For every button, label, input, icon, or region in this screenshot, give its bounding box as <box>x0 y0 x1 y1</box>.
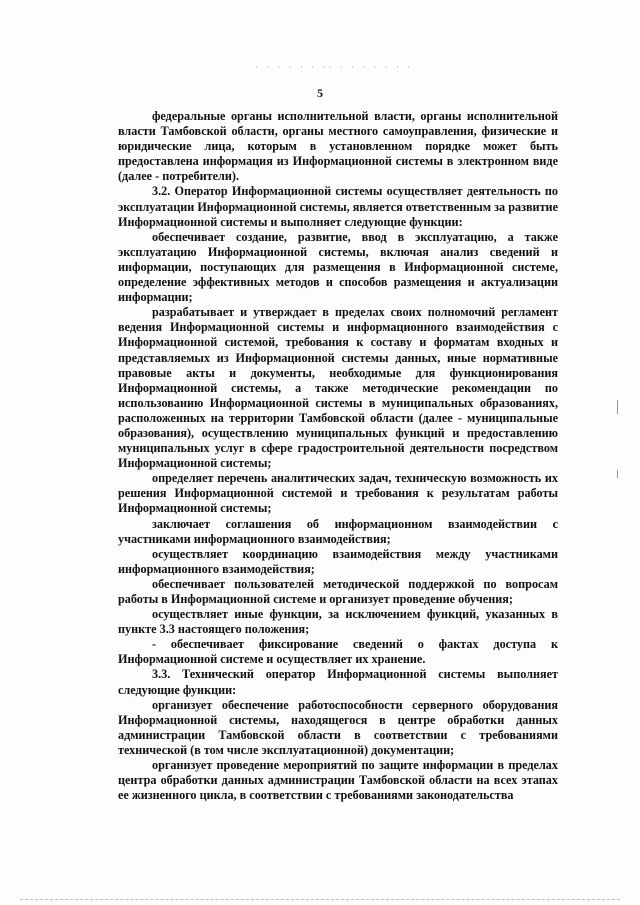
scan-bottom-edge <box>20 899 620 903</box>
document-body <box>118 109 558 803</box>
scan-margin-mark <box>617 400 618 414</box>
paragraph: определяет перечень аналитических задач, техническую возможность их решения Информационной системой и требования к результатам работы Информационной системы; <box>118 471 558 516</box>
paragraph: осуществляет координацию взаимодействия между участниками информационного взаимодействия; <box>118 546 558 576</box>
paragraph: обеспечивает создание, развитие, ввод в эксплуатацию, а также эксплуатацию Информационной системы, включая анализ сведений и информации, поступающих для размещения в Информационной системе, определение эффективных методов и способов размещения и актуализации информации; <box>118 229 558 305</box>
paragraph: обеспечивает пользователей методической поддержкой по вопросам работы в Информационной системе и организует проведение обучения; <box>118 576 558 606</box>
scan-margin-mark <box>617 470 618 478</box>
paragraph: 3.3. Технический оператор Информационной системы выполняет следующие функции: <box>118 667 558 697</box>
paragraph: федеральные органы исполнительной власти, органы исполнительной власти Тамбовской области, органы местного самоуправления, физические и юридические лица, которым в установленном порядке может быть предоставлена информация из Информационной системы в электронном виде (далее - потребители). <box>118 109 558 184</box>
paragraph: - обеспечивает фиксирование сведений о фактах доступа к Информационной системе и осуществляет их хранение. <box>118 637 558 667</box>
paragraph: организует обеспечение работоспособности серверного оборудования Информационной системы, находящегося в центре обработки данных администрации Тамбовской области в соответствии с требованиями технической (в том числе эксплуатационной) документации; <box>118 697 558 757</box>
paragraph: заключает соглашения об информационном взаимодействии с участниками информационного взаимодействия; <box>118 516 558 546</box>
page-number: 5 <box>317 86 323 100</box>
paragraph: осуществляет иные функции, за исключением функций, указанных в пункте 3.3 настоящего положения; <box>118 607 558 637</box>
paragraph: 3.2. Оператор Информационной системы осуществляет деятельность по эксплуатации Информационной системы, является ответственным за развитие Информационной системы и выполняет следующие функции: <box>118 184 558 229</box>
paragraph: разрабатывает и утверждает в пределах своих полномочий регламент ведения Информационной системы и информационного взаимодействия с Информационной системой, требования к составу и форматам входных и представляемых из Информационной системы данных, иные нормативные правовые акты и документы, необходимые для функционирования Информационной системы, а также методические рекомендации по использованию Информационной системы в муниципальных образованиях, расположенных на территории Тамбовской области (далее - муниципальные образования), осуществлению муниципальных функций и предоставлению муниципальных услуг в сфере градостроительной деятельности посредством Информационной системы; <box>118 305 558 471</box>
scan-artifact: · · · · · · ·· · · · · · · · <box>255 62 414 72</box>
paragraph: организует проведение мероприятий по защите информации в пределах центра обработки данных администрации Тамбовской области на всех этапах ее жизненного цикла, в соответствии с требованиями законодательства <box>118 758 558 803</box>
